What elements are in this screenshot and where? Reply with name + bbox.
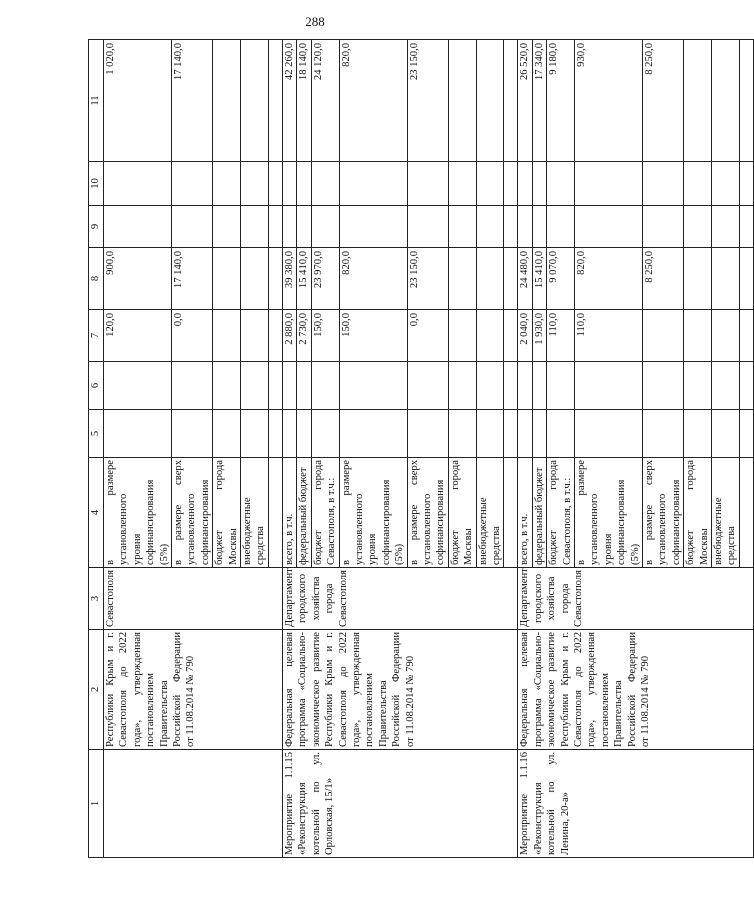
program-cell: Федеральная целевая программа «Социально-экономическое развитие Республики Крым и г. Севастополя до 2022 года», утвержденная постановлением Правительства Российской Федерации от 11.08.2014 № 790 bbox=[282, 630, 518, 750]
col-header-5: 5 bbox=[89, 410, 104, 458]
col6-cell bbox=[476, 362, 504, 410]
col5-cell bbox=[241, 410, 269, 458]
col5-cell bbox=[407, 410, 448, 458]
col9-cell bbox=[339, 206, 407, 248]
empty-cell bbox=[739, 458, 753, 568]
col11-total bbox=[476, 40, 504, 162]
col6-cell bbox=[172, 362, 213, 410]
col7-value: 2 730,0 bbox=[297, 310, 311, 362]
col11-total bbox=[684, 40, 712, 162]
col11-total: 820,0 bbox=[339, 40, 407, 162]
empty-cell bbox=[504, 362, 518, 410]
col7-value: 0,0 bbox=[172, 310, 213, 362]
table-row bbox=[104, 40, 172, 858]
col5-cell bbox=[297, 410, 311, 458]
empty-cell bbox=[268, 40, 282, 162]
col-header-2: 2 bbox=[89, 630, 104, 750]
col9-cell bbox=[407, 206, 448, 248]
empty-cell bbox=[504, 310, 518, 362]
col7-value: 2 880,0 bbox=[282, 310, 296, 362]
col8-value bbox=[684, 248, 712, 310]
col8-value: 23 970,0 bbox=[311, 248, 339, 310]
col10-cell bbox=[518, 162, 532, 206]
col10-cell bbox=[297, 162, 311, 206]
col7-value: 0,0 bbox=[407, 310, 448, 362]
col9-cell bbox=[241, 206, 269, 248]
col5-cell bbox=[213, 410, 241, 458]
empty-cell bbox=[504, 162, 518, 206]
funding-source-cell: в размере установленного уровня софинансирования (5%) bbox=[339, 458, 407, 568]
col10-cell bbox=[407, 162, 448, 206]
executor-cell: Департамент городского хозяйства города Севастополя bbox=[282, 568, 518, 630]
col8-value: 9 070,0 bbox=[547, 248, 575, 310]
col5-cell bbox=[532, 410, 546, 458]
empty-cell bbox=[268, 458, 282, 568]
col10-cell bbox=[448, 162, 476, 206]
col11-total: 26 520,0 bbox=[518, 40, 532, 162]
col-header-7: 7 bbox=[89, 310, 104, 362]
col11-total: 8 250,0 bbox=[643, 40, 684, 162]
empty-cell bbox=[268, 162, 282, 206]
col6-cell bbox=[213, 362, 241, 410]
col-header-8: 8 bbox=[89, 248, 104, 310]
col9-cell bbox=[547, 206, 575, 248]
col7-value: 120,0 bbox=[104, 310, 172, 362]
col5-cell bbox=[643, 410, 684, 458]
empty-cell bbox=[739, 40, 753, 162]
col7-value: 150,0 bbox=[311, 310, 339, 362]
measure-name-cell bbox=[104, 750, 283, 858]
col9-cell bbox=[476, 206, 504, 248]
col-header-4: 4 bbox=[89, 458, 104, 568]
col6-cell bbox=[547, 362, 575, 410]
col-header-10: 10 bbox=[89, 162, 104, 206]
col6-cell bbox=[684, 362, 712, 410]
empty-cell bbox=[268, 310, 282, 362]
col11-total: 1 020,0 bbox=[104, 40, 172, 162]
col7-value bbox=[448, 310, 476, 362]
col10-cell bbox=[282, 162, 296, 206]
col5-cell bbox=[684, 410, 712, 458]
col7-value bbox=[213, 310, 241, 362]
col8-value: 39 380,0 bbox=[282, 248, 296, 310]
col6-cell bbox=[104, 362, 172, 410]
empty-cell bbox=[504, 410, 518, 458]
funding-source-cell: бюджет города Москвы bbox=[684, 458, 712, 568]
col9-cell bbox=[213, 206, 241, 248]
col-header-3: 3 bbox=[89, 568, 104, 630]
col7-value: 110,0 bbox=[575, 310, 643, 362]
funding-source-cell: внебюджетные средства bbox=[241, 458, 269, 568]
col11-total: 23 150,0 bbox=[407, 40, 448, 162]
col8-value bbox=[448, 248, 476, 310]
funding-source-cell: всего, в т.ч. bbox=[518, 458, 532, 568]
col6-cell bbox=[282, 362, 296, 410]
col10-cell bbox=[311, 162, 339, 206]
col10-cell bbox=[643, 162, 684, 206]
col7-value bbox=[241, 310, 269, 362]
funding-source-cell: внебюджетные средства bbox=[712, 458, 740, 568]
funding-source-cell: бюджет города Москвы bbox=[213, 458, 241, 568]
col7-value bbox=[476, 310, 504, 362]
col6-cell bbox=[643, 362, 684, 410]
rotated-table-wrapper bbox=[88, 40, 738, 858]
col6-cell bbox=[339, 362, 407, 410]
col8-value: 24 480,0 bbox=[518, 248, 532, 310]
col11-total: 9 180,0 bbox=[547, 40, 575, 162]
col8-value: 8 250,0 bbox=[643, 248, 684, 310]
col7-value: 1 930,0 bbox=[532, 310, 546, 362]
funding-source-cell: в размере сверх установленного софинансирования bbox=[407, 458, 448, 568]
col5-cell bbox=[311, 410, 339, 458]
col9-cell bbox=[684, 206, 712, 248]
col10-cell bbox=[547, 162, 575, 206]
col10-cell bbox=[712, 162, 740, 206]
empty-cell bbox=[504, 248, 518, 310]
col5-cell bbox=[339, 410, 407, 458]
col6-cell bbox=[297, 362, 311, 410]
program-cell: Федеральная целевая программа «Социально-экономическое развитие Республики Крым и г. Севастополя до 2022 года», утвержденная постановлением Правительства Российской Федерации от 11.08.2014 № 790 bbox=[518, 630, 754, 750]
col7-value bbox=[712, 310, 740, 362]
col-header-9: 9 bbox=[89, 206, 104, 248]
col10-cell bbox=[104, 162, 172, 206]
col8-value bbox=[213, 248, 241, 310]
funding-source-cell: в размере сверх установленного софинансирования bbox=[172, 458, 213, 568]
col11-total bbox=[241, 40, 269, 162]
funding-source-cell: бюджет города Севастополя, в т.ч.: bbox=[547, 458, 575, 568]
col11-total: 24 120,0 bbox=[311, 40, 339, 162]
empty-cell bbox=[268, 248, 282, 310]
empty-cell bbox=[739, 362, 753, 410]
col5-cell bbox=[575, 410, 643, 458]
table-row bbox=[282, 40, 296, 858]
col8-value bbox=[241, 248, 269, 310]
col8-value bbox=[476, 248, 504, 310]
col11-total: 17 140,0 bbox=[172, 40, 213, 162]
col11-total: 18 140,0 bbox=[297, 40, 311, 162]
empty-cell bbox=[504, 458, 518, 568]
col5-cell bbox=[712, 410, 740, 458]
program-cell: Республики Крым и г. Севастополя до 2022 года», утвержденная постановлением Правительства Российской Федерации от 11.08.2014 № 790 bbox=[104, 630, 283, 750]
col6-cell bbox=[575, 362, 643, 410]
col11-total: 17 340,0 bbox=[532, 40, 546, 162]
funding-source-cell: в размере установленного уровня софинансирования (5%) bbox=[104, 458, 172, 568]
col11-total bbox=[712, 40, 740, 162]
col8-value: 15 410,0 bbox=[297, 248, 311, 310]
col7-value bbox=[684, 310, 712, 362]
col5-cell bbox=[104, 410, 172, 458]
funding-source-cell: всего, в т.ч. bbox=[282, 458, 296, 568]
col10-cell bbox=[476, 162, 504, 206]
col5-cell bbox=[518, 410, 532, 458]
empty-cell bbox=[739, 310, 753, 362]
empty-cell bbox=[739, 162, 753, 206]
col6-cell bbox=[241, 362, 269, 410]
col9-cell bbox=[532, 206, 546, 248]
measure-name-cell: Мероприятие 1.1.16 «Реконструкция котельной по ул. Ленина, 20-а» bbox=[518, 750, 754, 858]
funding-source-cell: бюджет города Севастополя, в т.ч.: bbox=[311, 458, 339, 568]
col6-cell bbox=[712, 362, 740, 410]
empty-cell bbox=[739, 248, 753, 310]
col8-value bbox=[712, 248, 740, 310]
col9-cell bbox=[311, 206, 339, 248]
funding-source-cell: в размере сверх установленного софинансирования bbox=[643, 458, 684, 568]
empty-cell bbox=[739, 206, 753, 248]
col-header-11: 11 bbox=[89, 40, 104, 162]
col5-cell bbox=[476, 410, 504, 458]
col5-cell bbox=[448, 410, 476, 458]
col10-cell bbox=[684, 162, 712, 206]
col9-cell bbox=[104, 206, 172, 248]
empty-cell bbox=[739, 410, 753, 458]
empty-cell bbox=[268, 410, 282, 458]
col9-cell bbox=[448, 206, 476, 248]
col8-value: 15 410,0 bbox=[532, 248, 546, 310]
col6-cell bbox=[518, 362, 532, 410]
funding-source-cell: бюджет города Москвы bbox=[448, 458, 476, 568]
col6-cell bbox=[311, 362, 339, 410]
col8-value: 23 150,0 bbox=[407, 248, 448, 310]
col8-value: 820,0 bbox=[575, 248, 643, 310]
budget-table bbox=[88, 39, 754, 858]
empty-cell bbox=[504, 40, 518, 162]
funding-source-cell: внебюджетные средства bbox=[476, 458, 504, 568]
col10-cell bbox=[213, 162, 241, 206]
col9-cell bbox=[282, 206, 296, 248]
col7-value: 2 040,0 bbox=[518, 310, 532, 362]
col6-cell bbox=[532, 362, 546, 410]
column-number-row bbox=[89, 40, 104, 858]
funding-source-cell: в размере установленного уровня софинансирования (5%) bbox=[575, 458, 643, 568]
col11-total: 930,0 bbox=[575, 40, 643, 162]
col10-cell bbox=[241, 162, 269, 206]
col11-total bbox=[213, 40, 241, 162]
col7-value: 150,0 bbox=[339, 310, 407, 362]
col7-value bbox=[643, 310, 684, 362]
col11-total: 42 260,0 bbox=[282, 40, 296, 162]
col6-cell bbox=[407, 362, 448, 410]
col5-cell bbox=[547, 410, 575, 458]
col-header-6: 6 bbox=[89, 362, 104, 410]
col9-cell bbox=[518, 206, 532, 248]
col9-cell bbox=[712, 206, 740, 248]
empty-cell bbox=[268, 362, 282, 410]
funding-source-cell: федеральный бюджет bbox=[532, 458, 546, 568]
col11-total bbox=[448, 40, 476, 162]
col8-value: 900,0 bbox=[104, 248, 172, 310]
col9-cell bbox=[297, 206, 311, 248]
col6-cell bbox=[448, 362, 476, 410]
page-number: 288 bbox=[305, 14, 325, 29]
col5-cell bbox=[282, 410, 296, 458]
table-row bbox=[518, 40, 532, 858]
col7-value: 110,0 bbox=[547, 310, 575, 362]
col8-value: 17 140,0 bbox=[172, 248, 213, 310]
col10-cell bbox=[339, 162, 407, 206]
executor-cell: Севастополя bbox=[104, 568, 283, 630]
col5-cell bbox=[172, 410, 213, 458]
col10-cell bbox=[172, 162, 213, 206]
col10-cell bbox=[575, 162, 643, 206]
executor-cell: Департамент городского хозяйства города Севастополя bbox=[518, 568, 754, 630]
col8-value: 820,0 bbox=[339, 248, 407, 310]
funding-source-cell: федеральный бюджет bbox=[297, 458, 311, 568]
col-header-1: 1 bbox=[89, 750, 104, 858]
measure-name-cell: Мероприятие 1.1.15 «Реконструкция котельной по ул. Орловская, 15/1» bbox=[282, 750, 518, 858]
col9-cell bbox=[575, 206, 643, 248]
empty-cell bbox=[504, 206, 518, 248]
col10-cell bbox=[532, 162, 546, 206]
col9-cell bbox=[643, 206, 684, 248]
col9-cell bbox=[172, 206, 213, 248]
empty-cell bbox=[268, 206, 282, 248]
